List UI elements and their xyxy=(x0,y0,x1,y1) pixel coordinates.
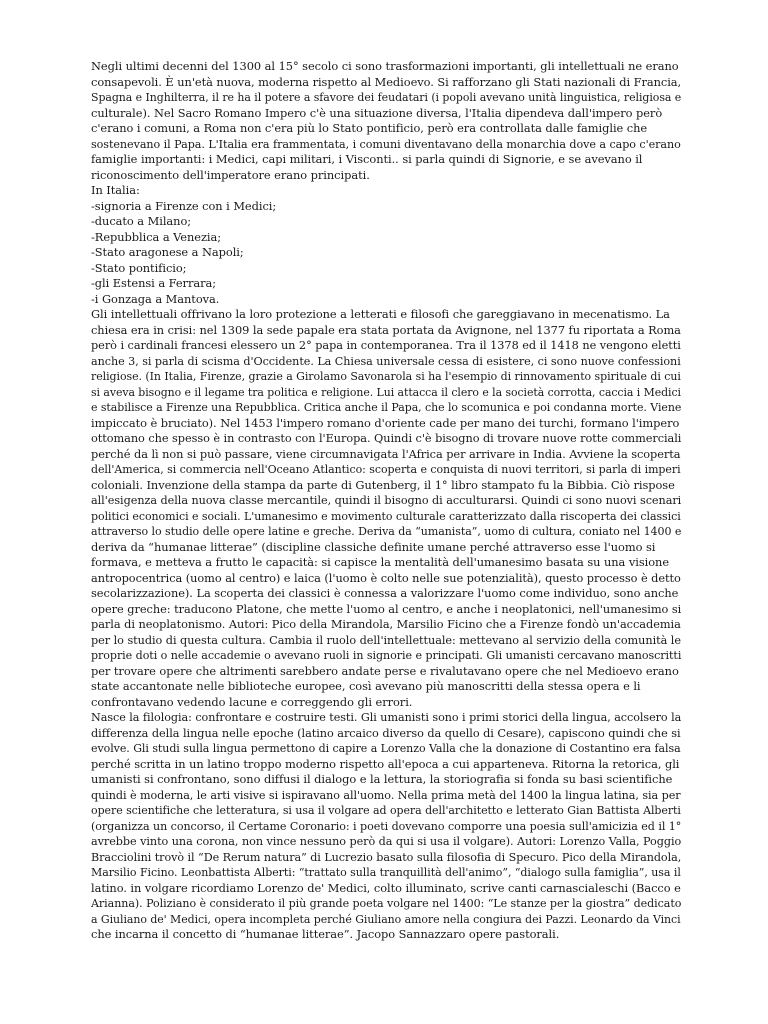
text-line: umanisti si confrontano, sono diffusi il dialogo e la lettura, la storiografia si fonda su basi scientifiche xyxy=(91,772,673,786)
text-line: In Italia: xyxy=(91,183,140,197)
text-line: sostenevano il Papa. L'Italia era frammentata, i comuni diventavano della monarchia dove a capo c'erano xyxy=(91,136,681,151)
text-line: per trovare opere che altrimenti sarebbero andate perse e rivalutavano opere che nel Medioevo erano xyxy=(91,663,679,678)
text-line: latino. in volgare ricordiamo Lorenzo de' Medici, colto illuminato, scrive canti carnascialeschi (Bacco e xyxy=(91,880,681,895)
text-line: -signoria a Firenze con i Medici; xyxy=(91,198,277,213)
text-line: quindi è moderna, le arti visive si ispiravano all'uomo. Nella prima metà del 1400 la lingua latina, sia per xyxy=(91,787,681,802)
text-line: perché scritta in un latino troppo moderno rispetto all'epoca a cui apparteneva. Ritorna la retorica, gli xyxy=(91,756,680,771)
text-line: Marsilio Ficino. Leonbattista Alberti: “trattato sulla tranquillità dell'animo”, “dialogo sulla famiglia”, usa il xyxy=(91,865,681,879)
text-line: dell'America, si commercia nell'Oceano Atlantico: scoperta e conquista di nuovi territori, si parla di imperi xyxy=(91,462,681,476)
text-line: -ducato a Milano; xyxy=(91,214,192,228)
text-line: perché da lì non si può passare, viene circumnavigata l'Africa per arrivare in India. Avviene la scoperta xyxy=(91,446,681,461)
text-line: evolve. Gli studi sulla lingua permettono di capire a Lorenzo Valla che la donazione di Costantino era falsa xyxy=(91,741,681,755)
text-line: differenza della lingua nelle epoche (latino arcaico diverso da quello di Cesare), capiscono quindi che si xyxy=(91,725,681,740)
text-line: deriva da “humanae litterae” (discipline classiche definite umane perché attraverso esse l'uomo si xyxy=(91,539,656,554)
text-line: antropocentrica (uomo al centro) e laica (l'uomo è colto nelle sue potenzialità), questo processo è detto xyxy=(91,570,681,585)
text-line: secolarizzazione). La scoperta dei classici è connessa a valorizzare l'uomo come individuo, sono anche xyxy=(91,586,679,600)
text-line: (organizza un concorso, il Certame Coronario: i poeti dovevano comporre una poesia sull'amicizia ed il 1° xyxy=(91,818,682,833)
text-line: -Stato pontificio; xyxy=(91,260,187,275)
text-line: formava, e metteva a frutto le capacità: si capisce la mentalità dell'umanesimo basata su una visione xyxy=(91,555,670,569)
text-line: -gli Estensi a Ferrara; xyxy=(91,276,217,290)
text-line: e stabilisce a Firenze una Repubblica. Critica anche il Papa, che lo scomunica e poi condanna morte. Viene xyxy=(91,400,682,414)
text-line: coloniali. Invenzione della stampa da parte di Gutenberg, il 1° libro stampato fu la Bibbia. Ciò rispose xyxy=(91,477,675,492)
text-line: Gli intellettuali offrivano la loro protezione a letterati e filosofi che gareggiavano in mecenatismo. La xyxy=(91,307,670,321)
text-line: Spagna e Inghilterra, il re ha il potere a sfavore dei feudatari (i popoli avevano unità linguistica, religiosa e xyxy=(91,90,682,104)
text-line: culturale). Nel Sacro Romano Impero c'è una situazione diversa, l'Italia dipendeva dall'impero però xyxy=(91,105,663,120)
document-body xyxy=(91,59,681,943)
text-line: religiose. (In Italia, Firenze, grazie a Girolamo Savonarola si ha l'esempio di rinnovamento spirituale di cui xyxy=(91,369,681,383)
text-line: impiccato è bruciato). Nel 1453 l'impero romano d'oriente cade per mano dei turchi, formano l'impero xyxy=(91,415,680,430)
text-line: parla di neoplatonismo. Autori: Pico della Mirandola, Marsilio Ficino che a Firenze fondò un'accademia xyxy=(91,617,681,631)
text-line: Negli ultimi decenni del 1300 al 15° secolo ci sono trasformazioni importanti, gli intellettuali ne erano xyxy=(91,59,679,73)
text-line: anche 3, si parla di scisma d'Occidente. La Chiesa universale cessa di esistere, ci sono nuove confessioni xyxy=(91,353,681,368)
text-line: però i cardinali francesi elessero un 2° papa in contemporanea. Tra il 1378 ed il 1418 ne vengono eletti xyxy=(91,338,681,352)
text-line: c'erano i comuni, a Roma non c'era più lo Stato pontificio, però era controllata dalle famiglie che xyxy=(91,121,648,135)
text-line: all'esigenza della nuova classe mercantile, quindi il bisogno di acculturarsi. Quindi ci sono nuovi scenari xyxy=(91,493,682,507)
text-line: si aveva bisogno e il legame tra politica e religione. Lui attacca il clero e la società corrotta, caccia i Medici xyxy=(91,384,681,399)
text-line: -Repubblica a Venezia; xyxy=(91,229,222,244)
text-line: confrontavano vedendo lacune e correggendo gli errori. xyxy=(91,694,413,709)
text-line: Arianna). Poliziano è considerato il più grande poeta volgare nel 1400: “Le stanze per la giostra” dedicato xyxy=(91,896,682,910)
text-line: famiglie importanti: i Medici, capi militari, i Visconti.. si parla quindi di Signorie, e se avevano il xyxy=(91,152,643,166)
text-line: che incarna il concetto di “humanae litterae”. Jacopo Sannazzaro opere pastorali. xyxy=(91,927,560,941)
text-line: chiesa era in crisi: nel 1309 la sede papale era stata portata da Avignone, nel 1377 fu riportata a Roma xyxy=(91,322,681,337)
text-line: -i Gonzaga a Mantova. xyxy=(91,291,220,306)
text-line: politici economici e sociali. L'umanesimo e movimento culturale caratterizzato dalla riscoperta dei classici xyxy=(91,508,681,523)
text-line: state accantonate nelle biblioteche europee, così avevano più manoscritti della stessa opera e li xyxy=(91,679,641,693)
text-line: proprie doti o nelle accademie o avevano ruoli in signorie e principati. Gli umanisti cercavano manoscritti xyxy=(91,648,682,662)
text-line: a Giuliano de' Medici, opera incompleta perché Giuliano amore nella congiura dei Pazzi. Leonardo da Vinci xyxy=(91,911,681,926)
text-line: riconoscimento dell'imperatore erano principati. xyxy=(91,167,370,182)
text-line: opere scientifiche che letteratura, si usa il volgare ad opera dell'architetto e letterato Gian Battista Alberti xyxy=(91,803,681,817)
text-line: attraverso lo studio delle opere latine e greche. Deriva da “umanista”, uomo di cultura, coniato nel 1400 e xyxy=(91,524,682,538)
text-line: per lo studio di questa cultura. Cambia il ruolo dell'intellettuale: mettevano al servizio della comunità le xyxy=(91,632,681,647)
text-line: Nasce la filologia: confrontare e costruire testi. Gli umanisti sono i primi storici della lingua, accolsero la xyxy=(91,710,682,724)
text-line: avrebbe vinto una corona, non vince nessuno però da qui si usa il volgare). Autori: Lorenzo Valla, Poggio xyxy=(91,834,682,848)
text-line: opere greche: traducono Platone, che mette l'uomo al centro, e anche i neoplatonici, nell'umanesimo si xyxy=(91,601,682,616)
text-line: ottomano che spesso è in contrasto con l'Europa. Quindi c'è bisogno di trovare nuove rotte commerciali xyxy=(91,431,682,445)
text-line: -Stato aragonese a Napoli; xyxy=(91,245,244,259)
text-line: consapevoli. È un'età nuova, moderna rispetto al Medioevo. Si rafforzano gli Stati nazionali di Francia, xyxy=(91,74,682,89)
text-line: Bracciolini trovò il “De Rerum natura” di Lucrezio basato sulla filosofia di Specuro. Pico della Mirandola, xyxy=(91,849,682,864)
